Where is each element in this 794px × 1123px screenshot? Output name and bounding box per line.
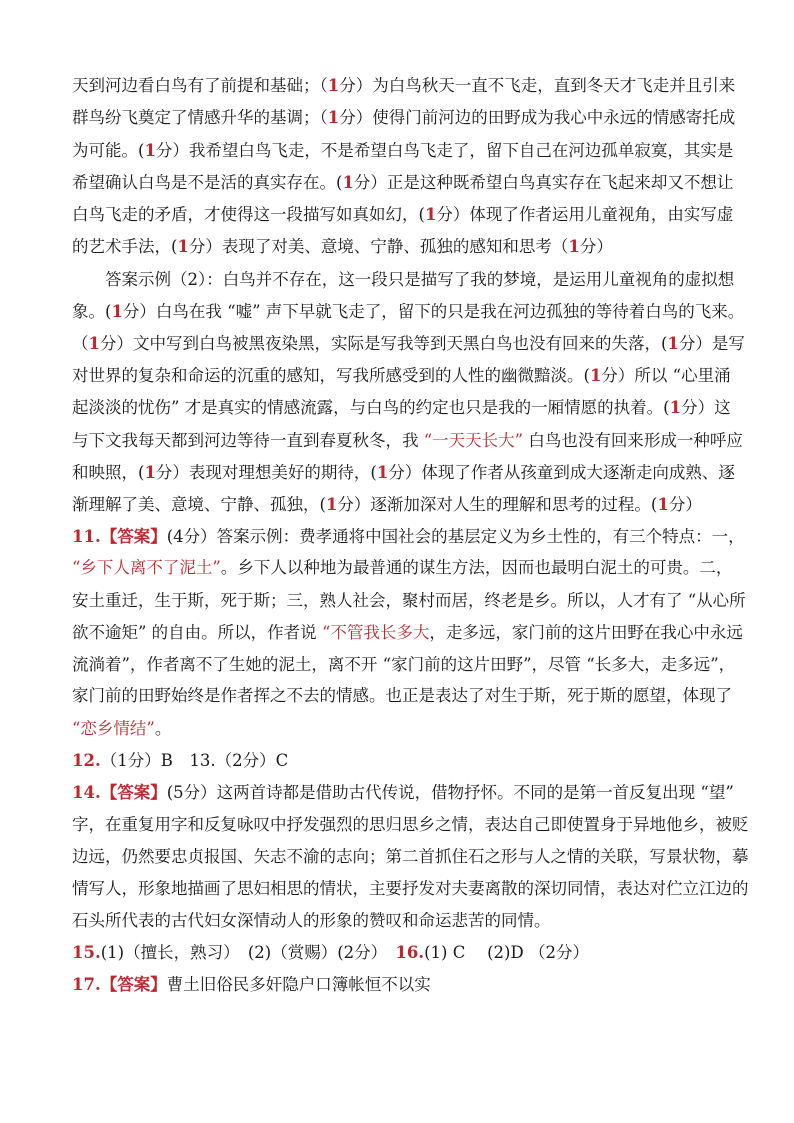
body-text: 分）为白鸟秋天一直不飞走，直到冬天才飞走并且引来	[339, 76, 736, 95]
body-text: （	[72, 334, 89, 353]
highlight-text: 1	[327, 76, 340, 95]
highlight-text: 1	[327, 108, 340, 127]
body-text: 家门前的田野始终是作者挥之不去的情感。也正是表达了对生于斯，死于斯的愿望，体现了	[72, 686, 732, 705]
highlight-text: 1	[325, 495, 338, 514]
highlight-text: 【答案】	[100, 783, 167, 802]
body-text: 天到河边看白鸟有了前提和基础；（	[72, 76, 328, 95]
highlight-text: 11.	[72, 527, 101, 546]
highlight-text: 1	[376, 463, 389, 482]
body-text: 的艺术手法，(	[72, 237, 178, 256]
body-text: 分）使得门前河边的田野成为我心中永远的情感寄托成	[339, 108, 736, 127]
body-text: 。	[154, 719, 172, 738]
body-text: 起淡淡的忧伤” 才是真实的情感流露，与白鸟的约定也只是我的一厢情愿的执着。(	[72, 398, 670, 417]
text-line	[72, 76, 735, 96]
body-text: 情写人，形象地描画了思妇相思的情状，主要抒发对夫妻离散的深切同情，表达对伫立江边的	[72, 879, 749, 898]
body-text: 与下文我每天都到河边等待一直到春夏秋冬，我	[72, 431, 424, 450]
body-text: 曹土旧俗民多奸隐户口簿帐恒不以实	[166, 975, 431, 994]
body-text: 分）表现对理想美好的期待，(	[155, 463, 377, 482]
highlight-text: 1	[144, 463, 156, 482]
body-text: 字，在重复用字和反复咏叹中抒发强烈的思归思乡之情，表达自己即使置身于异地他乡，被贬	[72, 815, 749, 834]
body-text: （1分）B 13.（2分）C	[100, 751, 289, 770]
highlight-text: 14.	[72, 783, 101, 802]
body-text: 和映照，(	[72, 463, 145, 482]
text-line	[72, 463, 735, 483]
body-text: 欲不逾矩” 的自由。所以，作者说	[72, 623, 322, 642]
body-text: (1) C (2)D （2分）	[424, 943, 589, 962]
body-text: 分）体现了作者运用儿童视角，由实写虚	[436, 205, 734, 224]
body-text: 象。(	[72, 302, 112, 321]
text-line	[72, 366, 731, 386]
body-text: ，走多远，家门前的这片田野在我心中永远	[429, 623, 743, 642]
highlight-text: 17.	[72, 975, 101, 994]
highlight-text: 12.	[72, 751, 101, 770]
body-text: 分）这	[681, 398, 731, 417]
body-text: 分）	[668, 495, 702, 514]
text-line	[72, 751, 288, 771]
body-text: 白鸟飞走的矛盾，才使得这一段描写如真如幻，(	[72, 205, 425, 224]
highlight-text: 【答案】	[100, 975, 167, 994]
text-line	[72, 527, 745, 547]
highlight-text: 1	[144, 141, 156, 160]
text-line	[72, 205, 733, 225]
body-text: 分）我希望白鸟飞走，不是希望白鸟飞走了，留下自己在河边孤单寂寞，其实是	[155, 141, 734, 160]
text-line	[72, 943, 589, 963]
body-text: 希望确认白鸟是不是活的真实存在。(	[72, 173, 343, 192]
body-text: 分）表现了对美、意境、宁静、孤独的感知和思考（	[188, 237, 569, 256]
body-text: 分）体现了作者从孩童到成大逐渐走向成熟、逐	[388, 463, 735, 482]
text-line	[72, 975, 431, 995]
text-line	[72, 783, 734, 803]
highlight-text: “乡下人离不了泥土”	[72, 558, 221, 577]
highlight-text: 1	[88, 334, 100, 353]
highlight-text: 16.	[395, 943, 425, 962]
highlight-text: 1	[342, 173, 354, 192]
text-line	[72, 719, 171, 739]
body-text: 石头所代表的古代妇女深情动人的形象的赞叹和命运悲苦的同情。	[72, 911, 551, 930]
body-text: 边远，仍然要忠贞报国、矢志不渝的志向；第二首抓住石之形与人之情的关联，写景状物，摹	[72, 847, 749, 866]
highlight-text: 15.	[72, 943, 101, 962]
body-text: 分）是写	[678, 334, 745, 353]
body-text: (4分）答案示例：费孝通将中国社会的基层定义为乡土性的，有三个特点：一，	[166, 527, 745, 546]
text-line	[72, 623, 743, 643]
text-line	[72, 815, 749, 835]
highlight-text: 【答案】	[100, 527, 167, 546]
text-line	[72, 911, 551, 931]
body-text: 流淌着”，作者离不了生她的泥土，离不开 “家门前的这片田野”，尽管 “长多大，走多远”，	[72, 655, 736, 674]
text-line	[72, 591, 746, 611]
text-line	[72, 237, 613, 257]
text-line	[72, 655, 735, 675]
body-text: 分）逐渐加深对人生的理解和思考的过程。(	[337, 495, 658, 514]
text-line	[72, 398, 731, 418]
highlight-text: 1	[111, 302, 123, 321]
highlight-text: 1	[669, 398, 682, 417]
highlight-text: 1	[657, 495, 669, 514]
body-text: (5分）这两首诗都是借助古代传说，借物抒怀。不同的是第一首反复出现 “望”	[166, 783, 734, 802]
text-line	[72, 558, 732, 578]
highlight-text: “一天天长大”	[423, 431, 524, 450]
text-line	[72, 847, 749, 867]
body-text: 分）	[579, 237, 613, 256]
body-text: 分）白鸟在我 “嘘” 声下早就飞走了，留下的只是我在河边孤独的等待着白鸟的飞来。	[122, 302, 745, 321]
highlight-text: 1	[589, 366, 602, 385]
text-line	[72, 302, 744, 322]
body-text: 为可能。(	[72, 141, 145, 160]
highlight-text: 1	[667, 334, 679, 353]
highlight-text: “不管我长多大	[321, 623, 430, 642]
body-text: 答案示例（2）：白鸟并不存在，这一段只是描写了我的梦境，是运用儿童视角的虚拟想	[105, 270, 735, 289]
body-text: (1)（擅长，熟习） (2)（赏赐）(2分）	[100, 943, 396, 962]
highlight-text: “恋乡情结”	[72, 719, 155, 738]
body-text: 群鸟纷飞奠定了情感升华的基调；（	[72, 108, 328, 127]
text-line	[72, 334, 745, 354]
text-line	[72, 141, 733, 161]
body-text: 安土重迁，生于斯，死于斯；三，熟人社会，聚村而居，终老是乡。所以，人才有了 “从心所	[72, 591, 746, 610]
body-text: 白鸟也没有回来形成一种呼应	[523, 431, 743, 450]
text-line	[72, 173, 733, 193]
body-text: 分）所以 “心里涌	[601, 366, 731, 385]
text-line	[105, 270, 734, 290]
highlight-text: 1	[568, 237, 580, 256]
body-text: 对世界的复杂和命运的沉重的感知，写我所感受到的人性的幽微黯淡。(	[72, 366, 590, 385]
body-text: 渐理解了美、意境、宁静、孤独，(	[72, 495, 326, 514]
text-line	[72, 431, 743, 451]
highlight-text: 1	[424, 205, 437, 224]
highlight-text: 1	[177, 237, 189, 256]
text-line	[72, 686, 732, 706]
text-line	[72, 495, 702, 515]
text-line	[72, 108, 735, 128]
body-text: 。乡下人以种地为最普通的谋生方法，因而也最明白泥土的可贵。二，	[220, 558, 733, 577]
body-text: 分）正是这种既希望白鸟真实存在飞起来却又不想让	[353, 173, 734, 192]
text-line	[72, 879, 749, 899]
body-text: 分）文中写到白鸟被黑夜染黑，实际是写我等到天黑白鸟也没有回来的失落，(	[99, 334, 668, 353]
